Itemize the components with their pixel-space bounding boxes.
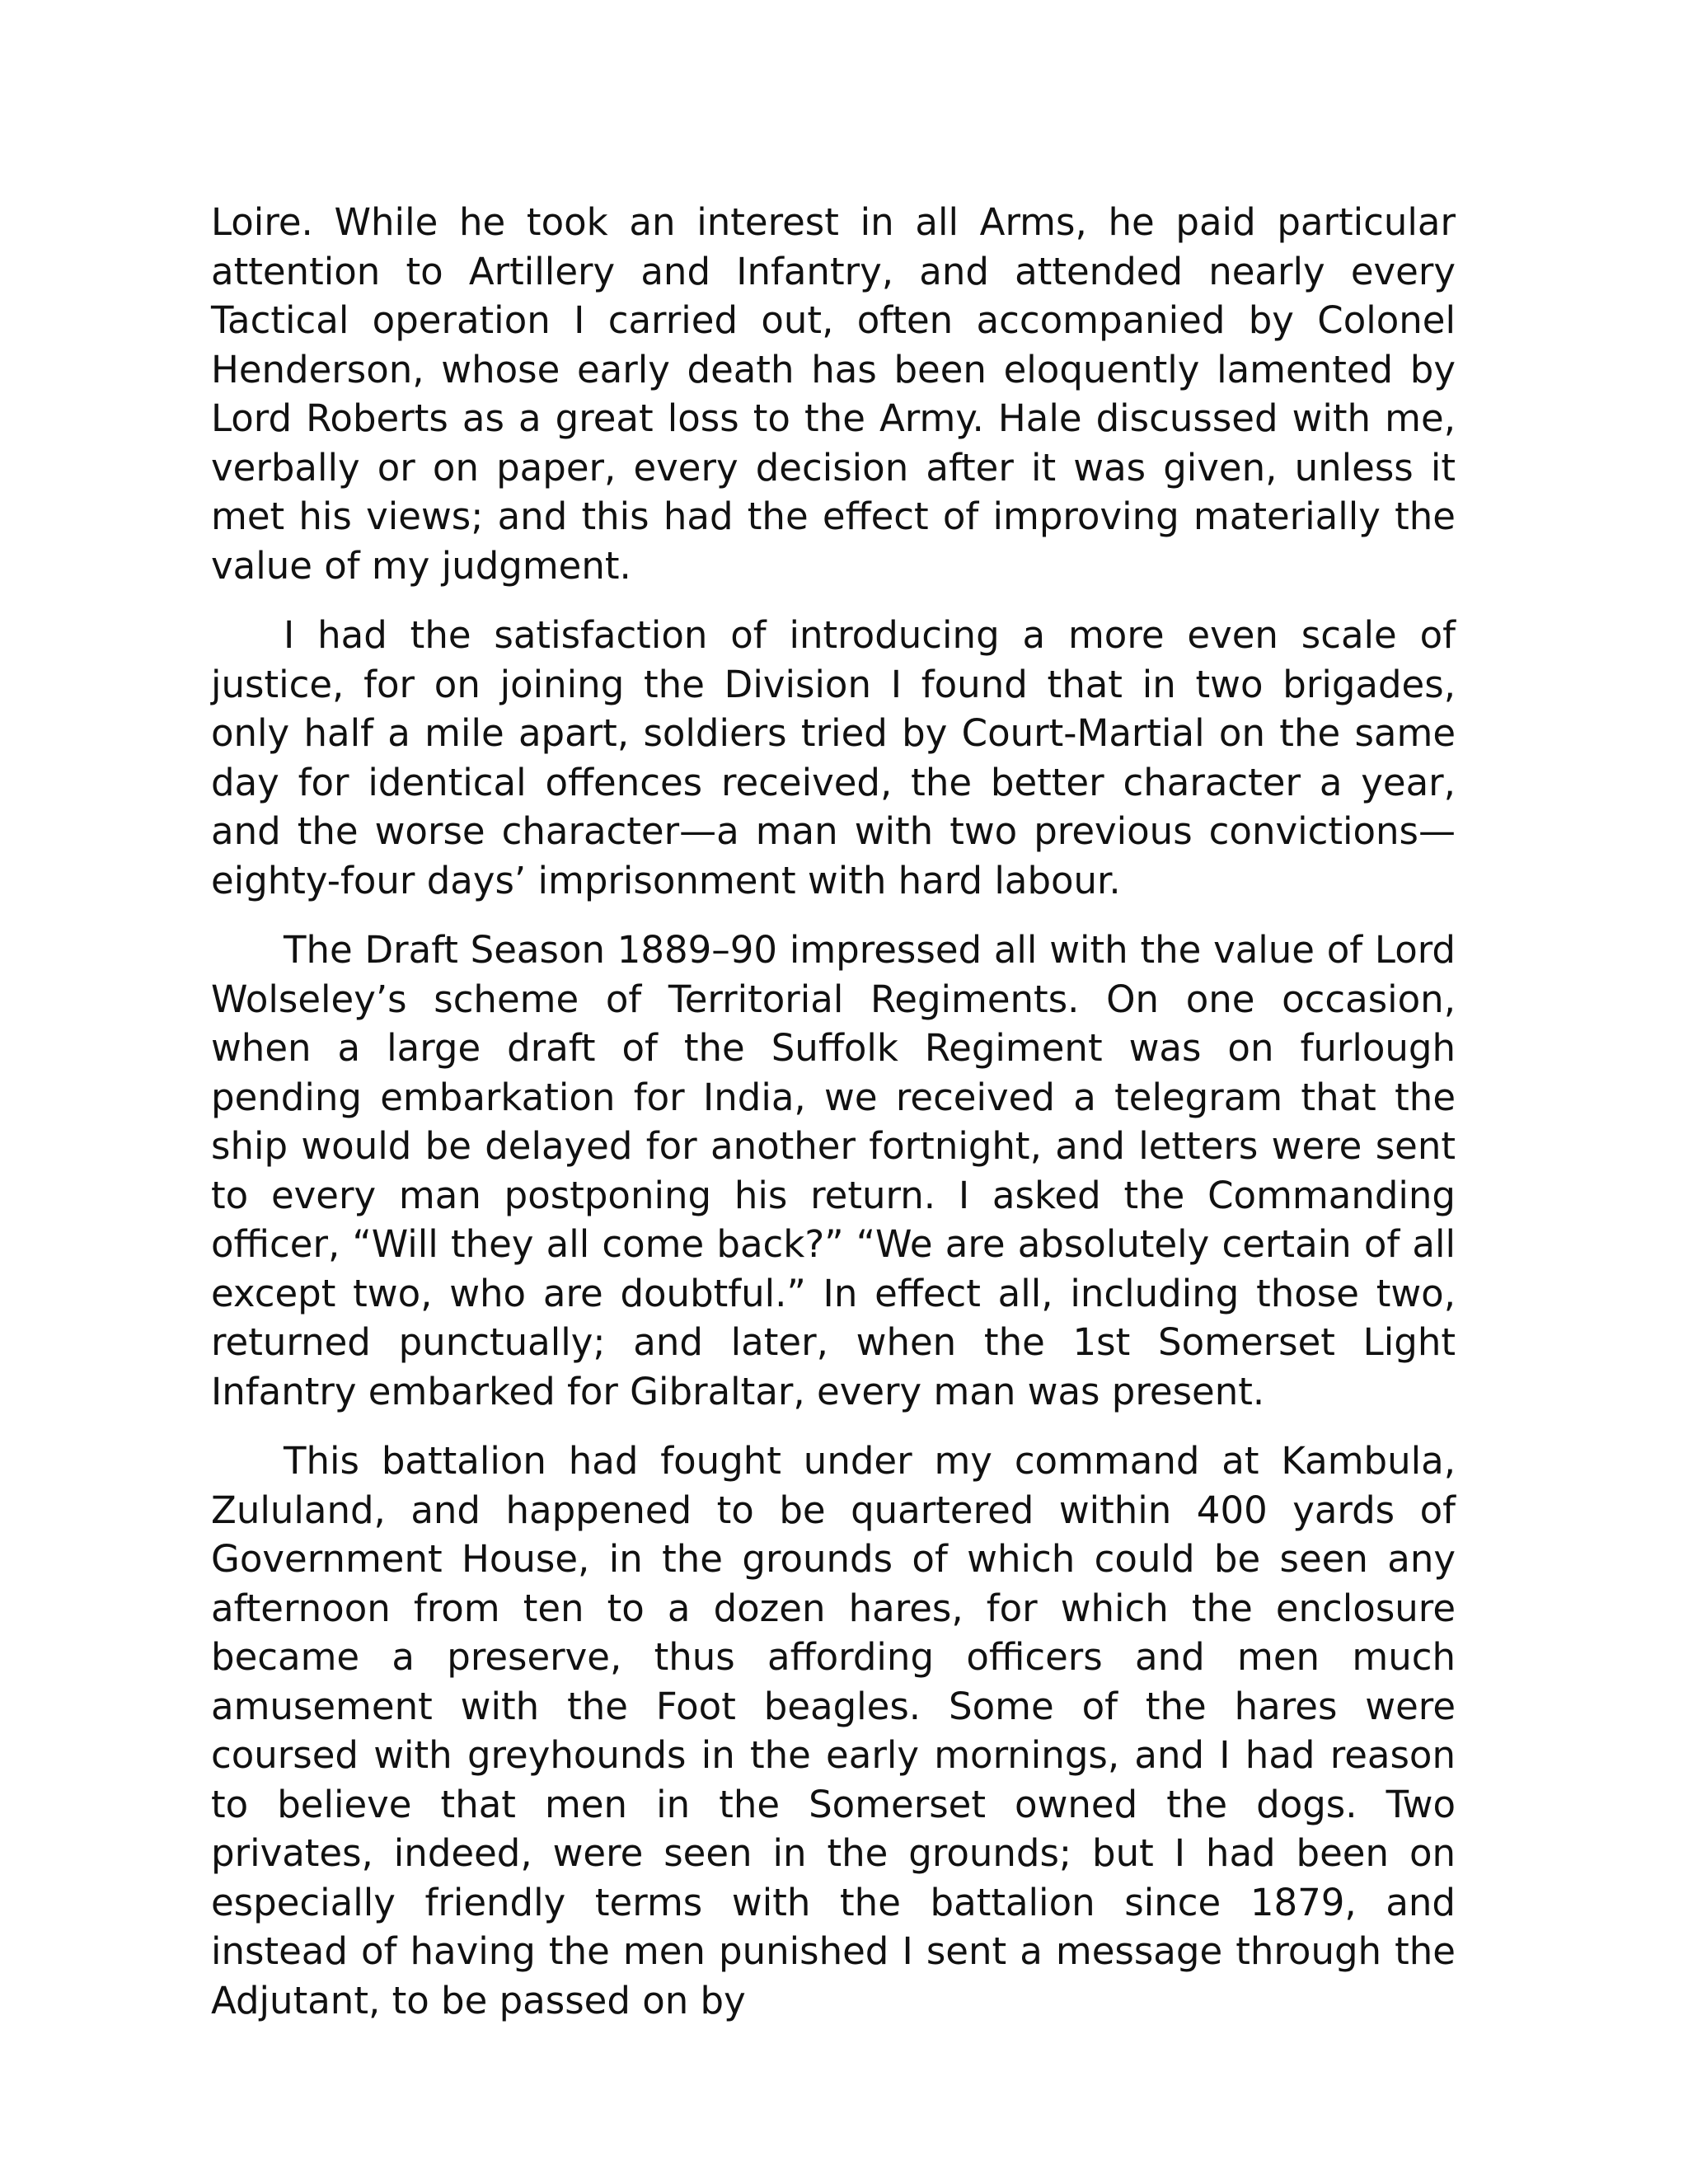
body-text bbox=[211, 198, 1456, 2025]
paragraph-2: I had the satisfaction of introducing a more even scale of justice, for on joining the Division I found that in two brigades, only half a mile apart, soldiers tried by Court-Martial on the same day for identical offences received, the better character a year, and the worse character—a man with two previous convictions—eighty-four days’ imprisonment with hard labour. bbox=[211, 613, 1456, 902]
paragraph-4: This battalion had fought under my command at Kambula, Zululand, and happened to be quartered within 400 yards of Government House, in the grounds of which could be seen any afternoon from ten to a dozen hares, for which the enclosure became a preserve, thus affording officers and men much amusement with the Foot beagles. Some of the hares were coursed with greyhounds in the early mornings, and I had reason to believe that men in the Somerset owned the dogs. Two privates, indeed, were seen in the grounds; but I had been on especially friendly terms with the battalion since 1879, and instead of having the men punished I sent a message through the Adjutant, to be passed on by bbox=[211, 1439, 1456, 2022]
paragraph-3: The Draft Season 1889–90 impressed all with the value of Lord Wolseley’s scheme of Territorial Regiments. On one occasion, when a large draft of the Suffolk Regiment was on furlough pending embarkation for India, we received a telegram that the ship would be delayed for another fortnight, and letters were sent to every man postponing his return. I asked the Commanding officer, “Will they all come back?” “We are absolutely certain of all except two, who are doubtful.” In effect all, including those two, returned punctually; and later, when the 1st Somerset Light Infantry embarked for Gibraltar, every man was present. bbox=[211, 928, 1456, 1413]
paragraph-1: Loire. While he took an interest in all Arms, he paid particular attention to Artillery and Infantry, and attended nearly every Tactical operation I carried out, often accompanied by Colonel Henderson, whose early death has been eloquently lamented by Lord Roberts as a great loss to the Army. Hale discussed with me, verbally or on paper, every decision after it was given, unless it met his views; and this had the effect of improving materially the value of my judgment. bbox=[211, 200, 1456, 588]
